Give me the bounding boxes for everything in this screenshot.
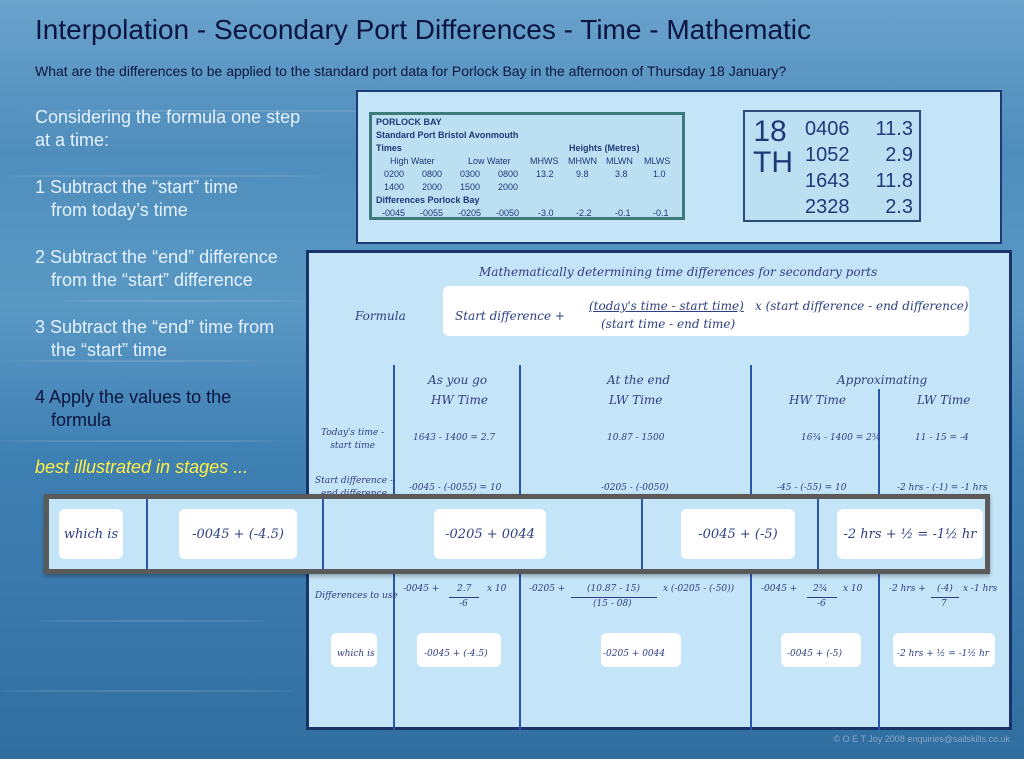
todays-c4: 11 - 15 = -4 bbox=[915, 433, 969, 443]
band-value-3: -0045 + (-5) bbox=[681, 509, 795, 559]
fraction-bar bbox=[931, 597, 959, 598]
cell: 9.8 bbox=[576, 169, 589, 179]
diffs-c4-pre: -2 hrs + bbox=[889, 584, 926, 594]
tide-time: 2328 bbox=[805, 196, 850, 218]
diffs-c1-den: -6 bbox=[459, 599, 468, 609]
todays-c2: 10.87 - 1500 bbox=[607, 433, 665, 443]
step-1-line-1: 1 Subtract the “start” time bbox=[35, 177, 239, 197]
stages-note: best illustrated in stages ... bbox=[35, 457, 249, 477]
band-divider bbox=[322, 499, 324, 569]
diffs-c4-num: (-4) bbox=[937, 584, 953, 594]
cell: -0.1 bbox=[653, 208, 669, 218]
cell: -0045 bbox=[382, 208, 406, 218]
step-2-line-2: from the “start” difference bbox=[51, 270, 253, 290]
tide-time: 1643 bbox=[805, 170, 850, 192]
step-4-line-1: 4 Apply the values to the bbox=[35, 387, 232, 407]
cell: -0.1 bbox=[615, 208, 631, 218]
cell: -3.0 bbox=[538, 208, 554, 218]
group-as-you-go: As you go bbox=[428, 373, 488, 387]
tide-row bbox=[805, 170, 913, 193]
cell: 1500 bbox=[460, 182, 481, 192]
tide-time: 1052 bbox=[805, 144, 850, 166]
diffs-c3-post: x 10 bbox=[843, 584, 863, 594]
tide-height: 2.9 bbox=[885, 144, 913, 166]
band-divider bbox=[146, 499, 148, 569]
formula-tail: x (start difference - end difference) bbox=[755, 299, 969, 313]
step-intro-line-2: at a time: bbox=[35, 130, 110, 150]
step-1-line-2: from today’s time bbox=[51, 200, 188, 220]
col-mhws: MHWS bbox=[530, 156, 559, 166]
startdiff-c3: -45 - (-55) = 10 bbox=[777, 483, 847, 493]
question-text: What are the differences to be applied to the standard port data for Porlock Bay in the afternoon of Thursday 18 January? bbox=[35, 63, 787, 79]
row-label-line: Start difference - bbox=[315, 476, 393, 486]
diffs-c3-num: 2¾ bbox=[813, 584, 828, 594]
todays-c1: 1643 - 1400 = 2.7 bbox=[413, 433, 496, 443]
diffs-c2-den: (15 - 08) bbox=[593, 599, 632, 609]
startdiff-c1: -0045 - (-0055) = 10 bbox=[409, 483, 502, 493]
formula-denominator: (start time - end time) bbox=[601, 317, 736, 331]
cell: 1.0 bbox=[653, 169, 666, 179]
cell: -0205 bbox=[458, 208, 482, 218]
cell: 0200 bbox=[384, 169, 405, 179]
band-value-4: -2 hrs + ½ = -1½ hr bbox=[837, 509, 983, 559]
diffs-c3-den: -6 bbox=[817, 599, 826, 609]
diffs-c3-pre: -0045 + bbox=[761, 584, 798, 594]
port-data-table bbox=[369, 112, 685, 220]
col-high-water: High Water bbox=[390, 156, 435, 166]
col-low-water: Low Water bbox=[468, 156, 511, 166]
cell: 0300 bbox=[460, 169, 481, 179]
date-day: 18 bbox=[753, 115, 787, 148]
tide-times-card bbox=[743, 110, 921, 222]
band-value-1: -0045 + (-4.5) bbox=[179, 509, 297, 559]
group-approximating: Approximating bbox=[837, 373, 928, 387]
group-at-the-end: At the end bbox=[607, 373, 671, 387]
col-hw-time: HW Time bbox=[431, 393, 488, 407]
cell: 0800 bbox=[498, 169, 519, 179]
col-mlws: MLWS bbox=[644, 156, 671, 166]
fraction-bar bbox=[571, 597, 657, 598]
formula-label: Formula bbox=[355, 309, 406, 323]
which-label: which is bbox=[337, 649, 375, 659]
step-4 bbox=[35, 386, 231, 432]
col-lw-time: LW Time bbox=[609, 393, 663, 407]
band-label: which is bbox=[59, 509, 123, 559]
tide-height: 2.3 bbox=[885, 196, 913, 218]
page-title: Interpolation - Secondary Port Differences - Time - Mathematic bbox=[35, 14, 812, 45]
which-c1: -0045 + (-4.5) bbox=[424, 649, 488, 659]
diffs-c1-post: x 10 bbox=[487, 584, 507, 594]
tide-height: 11.3 bbox=[875, 118, 913, 140]
row-label-todays bbox=[321, 427, 384, 453]
diffs-c1-pre: -0045 + bbox=[403, 584, 440, 594]
tide-row bbox=[805, 118, 913, 141]
step-intro bbox=[35, 106, 300, 152]
formula-numerator: (today's time - start time) bbox=[589, 299, 744, 313]
cell: 2000 bbox=[422, 182, 443, 192]
cell: 3.8 bbox=[615, 169, 628, 179]
fraction-bar bbox=[449, 597, 479, 598]
col-hw-time-approx: HW Time bbox=[789, 393, 846, 407]
step-intro-line-1: Considering the formula one step bbox=[35, 107, 301, 127]
step-3-line-1: 3 Subtract the “end” time from bbox=[35, 317, 275, 337]
startdiff-c2: -0205 - (-0050) bbox=[601, 483, 669, 493]
which-c4: -2 hrs + ½ = -1½ hr bbox=[897, 649, 990, 659]
startdiff-c4: -2 hrs - (-1) = -1 hrs bbox=[897, 483, 988, 493]
col-lw-time-approx: LW Time bbox=[917, 393, 971, 407]
diffs-c4-den: 7 bbox=[941, 599, 947, 609]
heights-label: Heights (Metres) bbox=[569, 143, 640, 153]
tide-date bbox=[753, 115, 793, 179]
col-mlwn: MLWN bbox=[606, 156, 633, 166]
step-1 bbox=[35, 176, 238, 222]
cell: -2.2 bbox=[576, 208, 592, 218]
cell: -0055 bbox=[420, 208, 444, 218]
which-c3: -0045 + (-5) bbox=[787, 649, 842, 659]
tide-row bbox=[805, 144, 913, 167]
tide-row bbox=[805, 196, 913, 219]
step-4-line-2: formula bbox=[51, 410, 112, 430]
math-heading: Mathematically determining time differences for secondary ports bbox=[479, 265, 878, 279]
diffs-c2-post: x (-0205 - (-50)) bbox=[663, 584, 735, 594]
band-value-2: -0205 + 0044 bbox=[434, 509, 546, 559]
date-suffix: TH bbox=[753, 146, 793, 179]
which-c2: -0205 + 0044 bbox=[603, 649, 666, 659]
diffs-c2-pre: -0205 + bbox=[529, 584, 566, 594]
todays-c3: 16¾ - 1400 = 2¾ bbox=[801, 433, 881, 443]
diffs-c1-num: 2.7 bbox=[457, 584, 472, 594]
times-label: Times bbox=[376, 143, 402, 153]
band-divider bbox=[641, 499, 643, 569]
cell: 1400 bbox=[384, 182, 405, 192]
math-panel bbox=[306, 250, 1012, 730]
row-label-differences: Differences to use bbox=[315, 591, 398, 601]
diffs-c4-post: x -1 hrs bbox=[963, 584, 998, 594]
band-divider bbox=[817, 499, 819, 569]
tide-time: 0406 bbox=[805, 118, 850, 140]
cell: 2000 bbox=[498, 182, 519, 192]
cell: 13.2 bbox=[536, 169, 554, 179]
tide-height: 11.8 bbox=[875, 170, 913, 192]
copyright-text: © O E T Joy 2008 enquiries@sailskills.co.uk bbox=[833, 734, 1010, 744]
step-2-line-1: 2 Subtract the “end” difference bbox=[35, 247, 278, 267]
port-name: PORLOCK BAY bbox=[376, 117, 442, 127]
differences-label: Differences Porlock Bay bbox=[376, 195, 480, 205]
step-3-line-2: the “start” time bbox=[51, 340, 168, 360]
step-3 bbox=[35, 316, 274, 362]
which-is-highlight-band bbox=[44, 494, 990, 574]
fraction-bar bbox=[807, 597, 837, 598]
col-mhwn: MHWN bbox=[568, 156, 597, 166]
step-2 bbox=[35, 246, 278, 292]
row-label-line: Today's time - bbox=[321, 428, 385, 438]
standard-port: Standard Port Bristol Avonmouth bbox=[376, 130, 519, 140]
row-label-line: start time bbox=[330, 441, 375, 451]
diffs-c2-num: (10.87 - 15) bbox=[587, 584, 641, 594]
formula-start: Start difference + bbox=[455, 309, 565, 323]
cell: 0800 bbox=[422, 169, 443, 179]
cell: -0050 bbox=[496, 208, 520, 218]
